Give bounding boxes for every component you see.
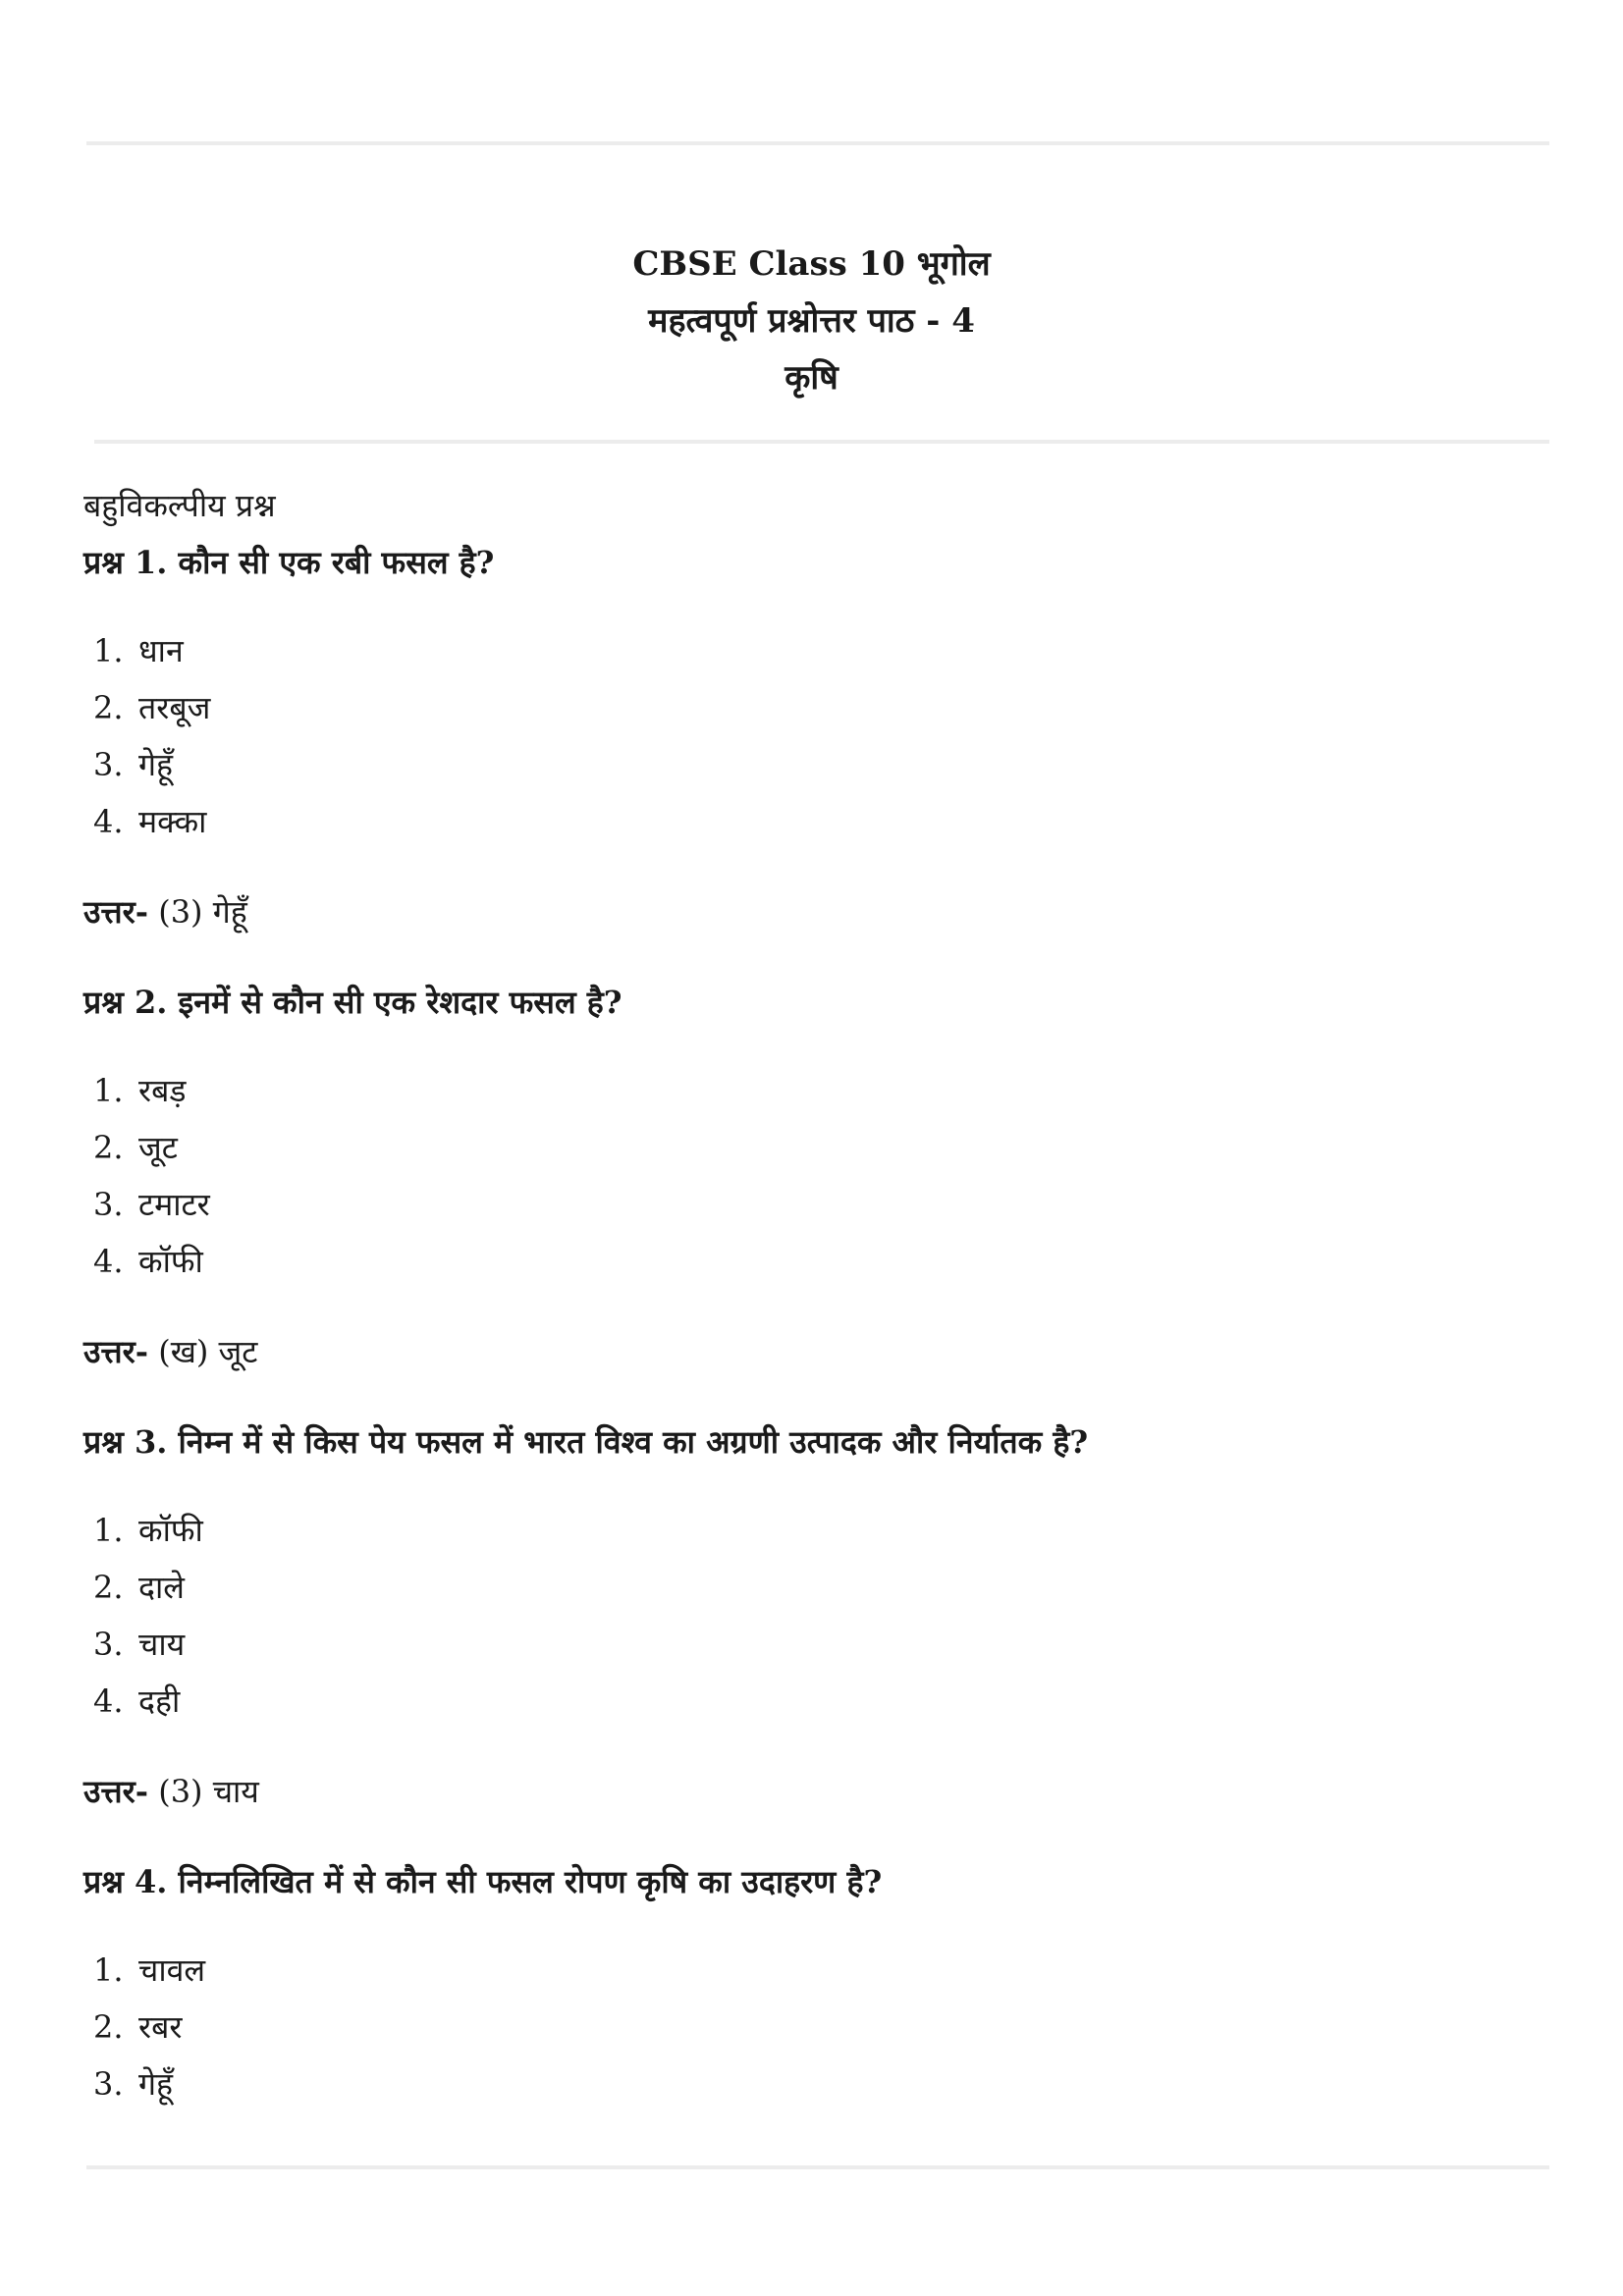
option-number: 2. bbox=[93, 689, 124, 726]
answer-label: उत्तर- bbox=[83, 1773, 149, 1810]
option-item bbox=[83, 1062, 1537, 1119]
option-number: 3. bbox=[93, 1186, 124, 1223]
document-header bbox=[0, 236, 1623, 406]
option-number: 4. bbox=[93, 1243, 124, 1280]
option-text: चावल bbox=[138, 1951, 206, 1989]
answer-line bbox=[83, 1763, 1537, 1820]
option-number: 1. bbox=[93, 632, 124, 669]
bottom-divider bbox=[86, 2165, 1549, 2169]
option-list bbox=[83, 622, 1537, 850]
option-text: कॉफी bbox=[138, 1512, 203, 1549]
option-text: गेहूँ bbox=[138, 2065, 174, 2103]
option-item bbox=[83, 1673, 1537, 1730]
option-list bbox=[83, 1062, 1537, 1290]
header-subtitle: महत्वपूर्ण प्रश्नोत्तर पाठ - 4 bbox=[648, 301, 975, 341]
option-text: धान bbox=[138, 632, 184, 669]
option-text: गेहूँ bbox=[138, 746, 174, 783]
option-number: 4. bbox=[93, 803, 124, 840]
option-text: मक्का bbox=[138, 803, 207, 840]
option-item bbox=[83, 793, 1537, 850]
answer-line bbox=[83, 883, 1537, 940]
option-text: तरबूज bbox=[138, 689, 211, 726]
option-text: रबड़ bbox=[138, 1072, 187, 1109]
answer-text: (3) चाय bbox=[158, 1773, 259, 1810]
option-item bbox=[83, 679, 1537, 736]
option-text: दाले bbox=[138, 1569, 185, 1606]
option-item bbox=[83, 622, 1537, 679]
option-number: 2. bbox=[93, 2008, 124, 2046]
option-item bbox=[83, 1999, 1537, 2056]
answer-line bbox=[83, 1323, 1537, 1380]
question-text: प्रश्न 4. निम्नलिखित में से कौन सी फसल रोपण कृषि का उदाहरण है? bbox=[83, 1863, 883, 1900]
question-text: प्रश्न 3. निम्न में से किस पेय फसल में भारत विश्व का अग्रणी उत्पादक और निर्यातक है? bbox=[83, 1423, 1089, 1461]
header-chapter: कृषि bbox=[784, 358, 839, 398]
option-item bbox=[83, 2056, 1537, 2112]
option-text: जूट bbox=[138, 1129, 178, 1166]
question-text: प्रश्न 2. इनमें से कौन सी एक रेशदार फसल है? bbox=[83, 984, 622, 1021]
header-title: CBSE Class 10 भूगोल bbox=[632, 244, 991, 284]
option-item bbox=[83, 1233, 1537, 1290]
option-list bbox=[83, 1942, 1537, 2112]
option-number: 4. bbox=[93, 1682, 124, 1720]
option-item bbox=[83, 1119, 1537, 1176]
option-text: दही bbox=[138, 1682, 181, 1720]
answer-label: उत्तर- bbox=[83, 1333, 149, 1370]
top-divider bbox=[86, 141, 1549, 145]
question-block bbox=[83, 534, 1537, 940]
question-list bbox=[83, 477, 1537, 2146]
option-item bbox=[83, 1176, 1537, 1233]
option-text: कॉफी bbox=[138, 1243, 203, 1280]
option-text: रबर bbox=[138, 2008, 183, 2046]
option-number: 3. bbox=[93, 2065, 124, 2103]
option-item bbox=[83, 1616, 1537, 1673]
answer-text: (3) गेहूँ bbox=[158, 893, 247, 931]
option-number: 2. bbox=[93, 1569, 124, 1606]
option-text: टमाटर bbox=[138, 1186, 210, 1223]
answer-label: उत्तर- bbox=[83, 893, 149, 931]
answer-text: (ख) जूट bbox=[158, 1333, 258, 1370]
option-number: 1. bbox=[93, 1951, 124, 1989]
option-item bbox=[83, 1942, 1537, 1999]
question-block bbox=[83, 974, 1537, 1380]
section-title: बहुविकल्पीय प्रश्न bbox=[83, 487, 276, 524]
option-text: चाय bbox=[138, 1626, 186, 1663]
option-item bbox=[83, 1559, 1537, 1616]
header-divider bbox=[94, 440, 1549, 444]
question-block bbox=[83, 1853, 1537, 2112]
option-number: 2. bbox=[93, 1129, 124, 1166]
question-text: प्रश्न 1. कौन सी एक रबी फसल है? bbox=[83, 544, 495, 581]
question-block bbox=[83, 1414, 1537, 1820]
option-item bbox=[83, 736, 1537, 793]
option-list bbox=[83, 1502, 1537, 1730]
option-item bbox=[83, 1502, 1537, 1559]
option-number: 1. bbox=[93, 1072, 124, 1109]
option-number: 3. bbox=[93, 746, 124, 783]
option-number: 3. bbox=[93, 1626, 124, 1663]
option-number: 1. bbox=[93, 1512, 124, 1549]
